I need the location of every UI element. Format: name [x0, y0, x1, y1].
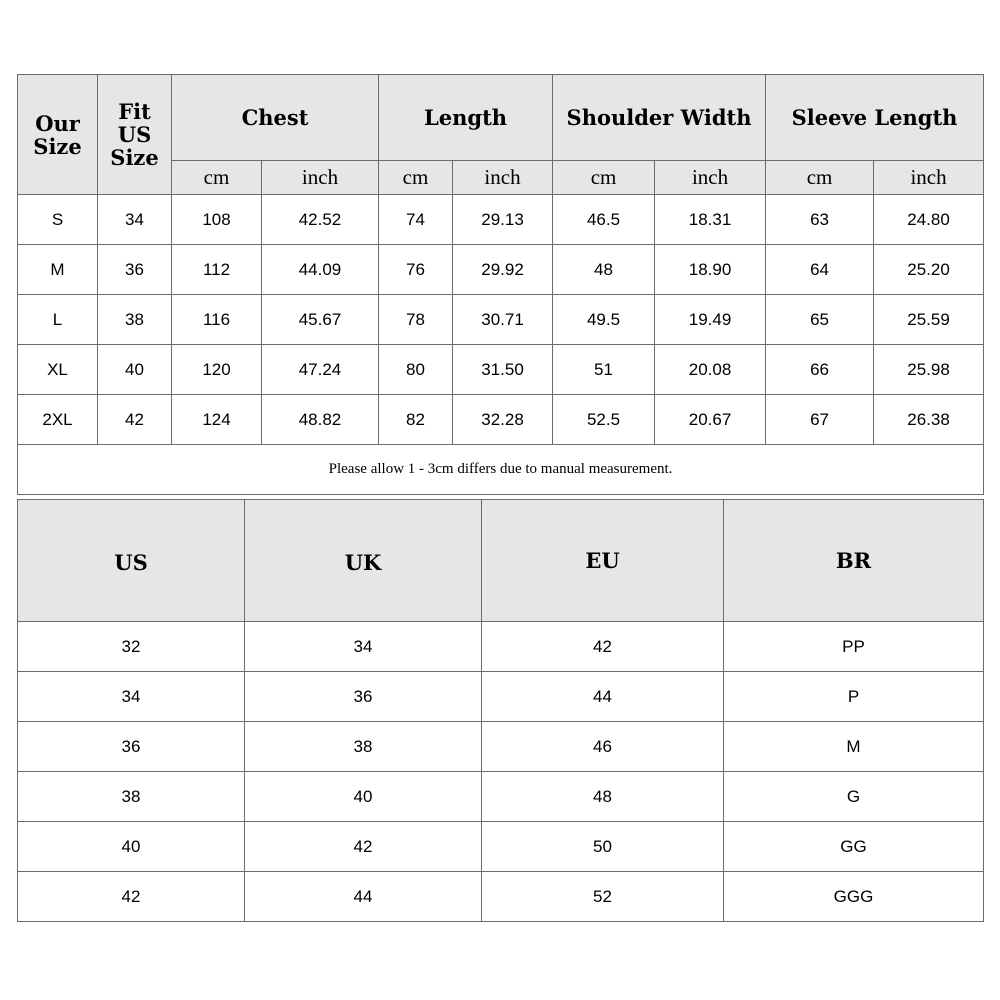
table-cell: 25.59	[874, 295, 984, 345]
table-cell: 64	[766, 245, 874, 295]
unit-cell: cm	[766, 161, 874, 195]
table-cell: 36	[245, 672, 482, 722]
table-cell: 76	[379, 245, 453, 295]
table-cell: 46.5	[553, 195, 655, 245]
table-cell: 25.98	[874, 345, 984, 395]
table-row	[18, 672, 984, 722]
table-cell: GG	[724, 822, 984, 872]
unit-cell: inch	[874, 161, 984, 195]
table-cell: 66	[766, 345, 874, 395]
unit-cell: cm	[379, 161, 453, 195]
table-row	[18, 622, 984, 672]
unit-cell: inch	[262, 161, 379, 195]
measurement-note: Please allow 1 - 3cm differs due to manual measurement.	[18, 445, 984, 495]
size-label-cell: L	[18, 295, 98, 345]
table-cell: 40	[18, 822, 245, 872]
table-cell: 50	[482, 822, 724, 872]
table-cell: 38	[98, 295, 172, 345]
table-row	[18, 822, 984, 872]
unit-cell: cm	[172, 161, 262, 195]
size-chart-table	[17, 74, 984, 495]
header-eu: EU	[482, 500, 724, 622]
table-cell: 44	[245, 872, 482, 922]
table-cell: 44.09	[262, 245, 379, 295]
unit-cell: cm	[553, 161, 655, 195]
table-cell: 42	[18, 872, 245, 922]
table-cell: 51	[553, 345, 655, 395]
table-row	[18, 245, 984, 295]
size-label-cell: S	[18, 195, 98, 245]
table-cell: 29.92	[453, 245, 553, 295]
table-cell: 116	[172, 295, 262, 345]
table-cell: 19.49	[655, 295, 766, 345]
table-row	[18, 722, 984, 772]
table-cell: P	[724, 672, 984, 722]
unit-cell: inch	[655, 161, 766, 195]
size-label-cell: XL	[18, 345, 98, 395]
header-shoulder-width: Shoulder Width	[553, 75, 766, 161]
table-row	[18, 872, 984, 922]
table-cell: 36	[98, 245, 172, 295]
header-us: US	[18, 500, 245, 622]
table-row	[18, 772, 984, 822]
table-cell: 18.31	[655, 195, 766, 245]
size-label-cell: M	[18, 245, 98, 295]
size-conversion-table	[17, 499, 984, 922]
table-cell: 26.38	[874, 395, 984, 445]
table-cell: 49.5	[553, 295, 655, 345]
table-cell: 46	[482, 722, 724, 772]
table-cell: 52.5	[553, 395, 655, 445]
table-cell: M	[724, 722, 984, 772]
table-cell: 42	[245, 822, 482, 872]
table-cell: 30.71	[453, 295, 553, 345]
table-cell: 24.80	[874, 195, 984, 245]
table-row	[18, 345, 984, 395]
header-br: BR	[724, 500, 984, 622]
table-cell: 42	[98, 395, 172, 445]
table-cell: 124	[172, 395, 262, 445]
table-cell: 48	[553, 245, 655, 295]
table-cell: 78	[379, 295, 453, 345]
table-cell: 108	[172, 195, 262, 245]
table-cell: 25.20	[874, 245, 984, 295]
table-cell: 42	[482, 622, 724, 672]
table-cell: 67	[766, 395, 874, 445]
header-our-size: Our Size	[18, 75, 98, 195]
table-cell: 34	[245, 622, 482, 672]
table-cell: 38	[18, 772, 245, 822]
table-cell: 20.08	[655, 345, 766, 395]
table-row	[18, 395, 984, 445]
table-cell: 63	[766, 195, 874, 245]
table-cell: 36	[18, 722, 245, 772]
table-cell: 31.50	[453, 345, 553, 395]
table-cell: 34	[98, 195, 172, 245]
table-cell: GGG	[724, 872, 984, 922]
table-cell: 82	[379, 395, 453, 445]
table-cell: 45.67	[262, 295, 379, 345]
table-cell: 32.28	[453, 395, 553, 445]
table-cell: 42.52	[262, 195, 379, 245]
table-cell: 48.82	[262, 395, 379, 445]
table-cell: 65	[766, 295, 874, 345]
table-row	[18, 295, 984, 345]
table-cell: 38	[245, 722, 482, 772]
conversion-table-body	[18, 622, 984, 922]
table-cell: 120	[172, 345, 262, 395]
table-cell: 52	[482, 872, 724, 922]
table-cell: 40	[245, 772, 482, 822]
header-sleeve-length: Sleeve Length	[766, 75, 984, 161]
header-chest: Chest	[172, 75, 379, 161]
header-uk: UK	[245, 500, 482, 622]
table-cell: PP	[724, 622, 984, 672]
table-cell: 80	[379, 345, 453, 395]
table-cell: 18.90	[655, 245, 766, 295]
table-cell: 74	[379, 195, 453, 245]
size-table-body	[18, 195, 984, 445]
table-cell: 47.24	[262, 345, 379, 395]
table-cell: G	[724, 772, 984, 822]
size-label-cell: 2XL	[18, 395, 98, 445]
table-cell: 44	[482, 672, 724, 722]
table-row	[18, 195, 984, 245]
table-cell: 20.67	[655, 395, 766, 445]
table-cell: 34	[18, 672, 245, 722]
table-cell: 29.13	[453, 195, 553, 245]
header-length: Length	[379, 75, 553, 161]
header-fit-us-size: Fit US Size	[98, 75, 172, 195]
table-cell: 48	[482, 772, 724, 822]
unit-cell: inch	[453, 161, 553, 195]
table-cell: 40	[98, 345, 172, 395]
table-cell: 112	[172, 245, 262, 295]
table-cell: 32	[18, 622, 245, 672]
